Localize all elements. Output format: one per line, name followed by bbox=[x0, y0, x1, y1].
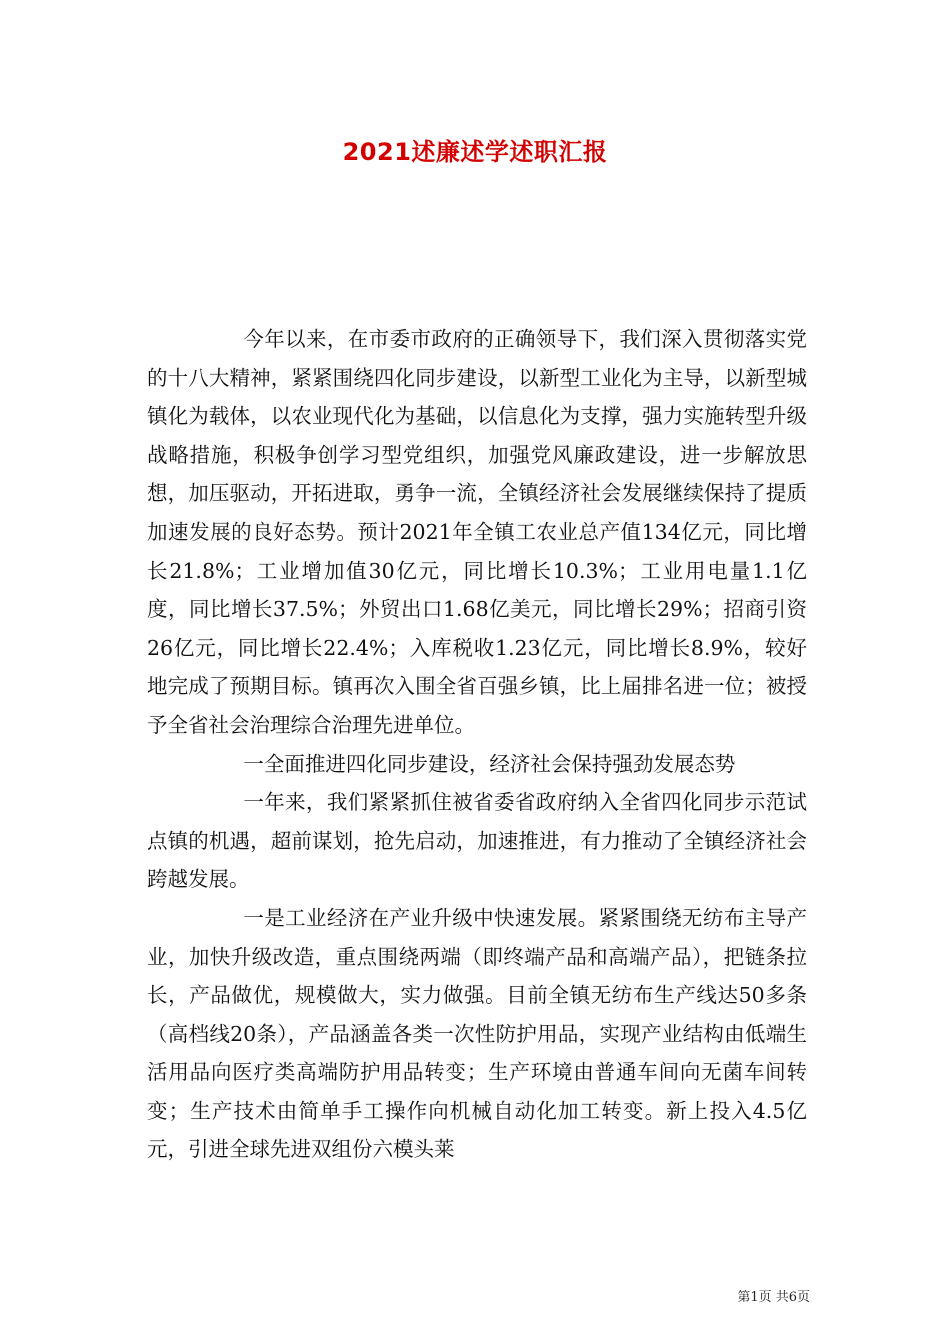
document-title: 2021述廉述学述职汇报 bbox=[342, 138, 608, 166]
document-body bbox=[147, 320, 807, 1169]
paragraph-intro: 今年以来，在市委市政府的正确领导下，我们深入贯彻落实党的十八大精神，紧紧围绕四化同步建设，以新型工业化为主导，以新型城镇化为载体，以农业现代化为基础，以信息化为支撑，强力实施转型升级战略措施，积极争创学习型党组织，加强党风廉政建设，进一步解放思想，加压驱动，开拓进取，勇争一流，全镇经济社会发展继续保持了提质加速发展的良好态势。预计2021年全镇工农业总产值134亿元，同比增长21.8%；工业增加值30亿元，同比增长10.3%；工业用电量1.1亿度，同比增长37.5%；外贸出口1.68亿美元，同比增长29%；招商引资26亿元，同比增长22.4%；入库税收1.23亿元，同比增长8.9%，较好地完成了预期目标。镇再次入围全省百强乡镇，比上届排名进一位；被授予全省社会治理综合治理先进单位。 bbox=[147, 327, 807, 737]
section-heading: 一全面推进四化同步建设，经济社会保持强劲发展态势 bbox=[243, 751, 736, 776]
paragraph-overview: 一年来，我们紧紧抓住被省委省政府纳入全省四化同步示范试点镇的机遇，超前谋划，抢先启动，加速推进，有力推动了全镇经济社会跨越发展。 bbox=[147, 790, 807, 892]
paragraph-industry: 一是工业经济在产业升级中快速发展。紧紧围绕无纺布主导产业，加快升级改造，重点围绕两端（即终端产品和高端产品），把链条拉长，产品做优，规模做大，实力做强。目前全镇无纺布生产线达50多条（高档线20条），产品涵盖各类一次性防护用品，实现产业结构由低端生活用品向医疗类高端防护用品转变；生产环境由普通车间向无菌车间转变；生产技术由简单手工操作向机械自动化加工转变。新上投入4.5亿元，引进全球先进双组份六模头莱 bbox=[147, 905, 807, 1162]
page-number: 第1页 共6页 bbox=[737, 1290, 810, 1305]
